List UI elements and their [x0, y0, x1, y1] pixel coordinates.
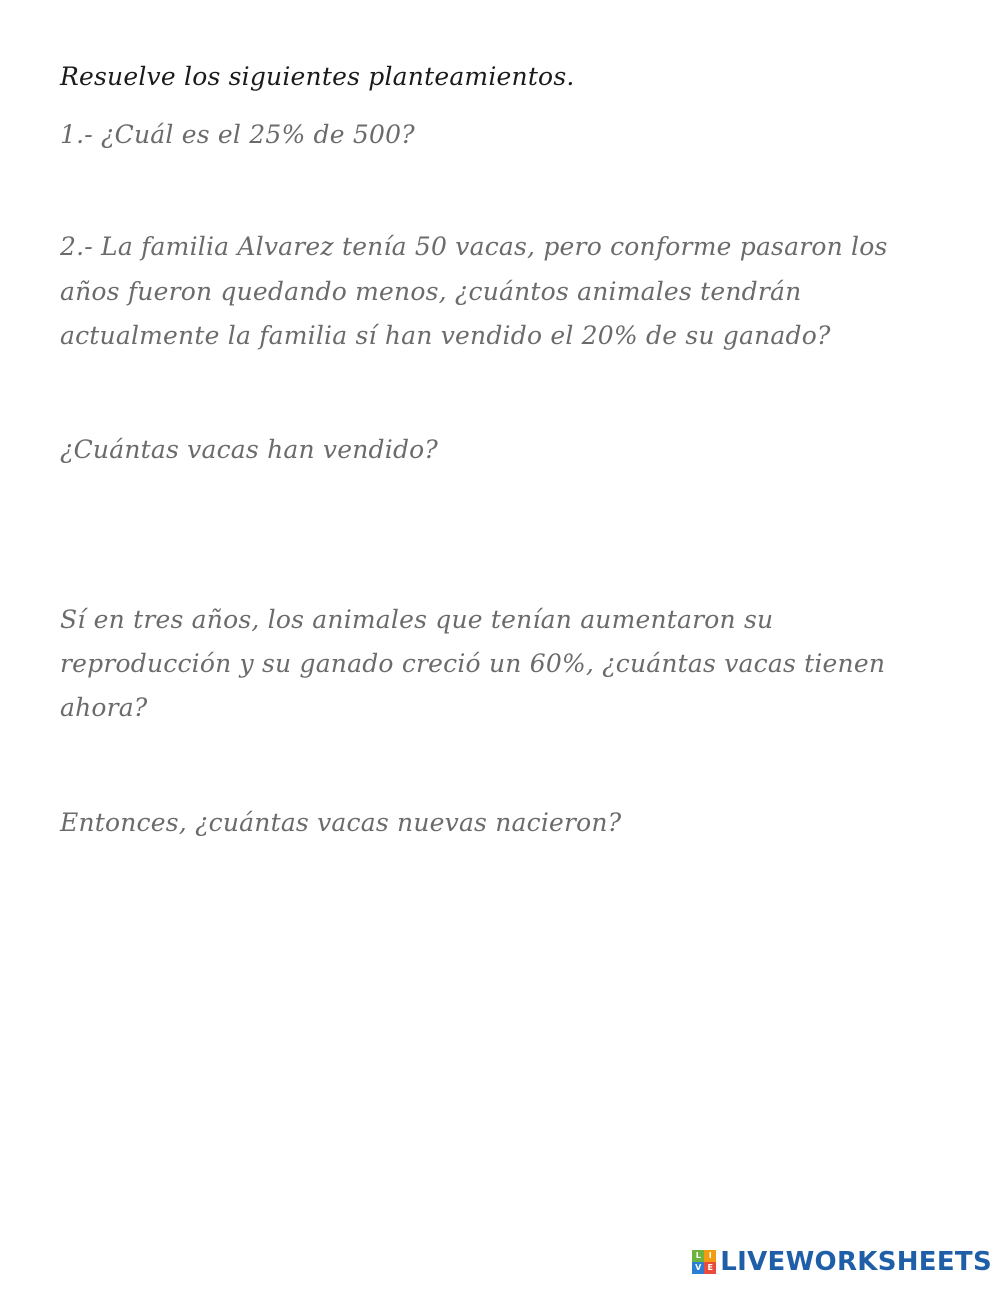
logo-tile-e: E: [704, 1262, 716, 1274]
question-4-line-3: ahora?: [60, 693, 148, 722]
liveworksheets-logo-text: LIVEWORKSHEETS: [720, 1247, 992, 1277]
question-3: ¿Cuántas vacas han vendido?: [60, 435, 439, 464]
liveworksheets-logo-icon: [692, 1250, 716, 1274]
question-2-line-3: actualmente la familia sí han vendido el 20% de su ganado?: [60, 321, 831, 350]
worksheet-title: Resuelve los siguientes planteamientos.: [60, 62, 575, 91]
question-2-line-1: 2.- La familia Alvarez tenía 50 vacas, pero conforme pasaron los: [60, 232, 888, 261]
question-5: Entonces, ¿cuántas vacas nuevas nacieron?: [60, 808, 622, 837]
question-2-line-2: años fueron quedando menos, ¿cuántos animales tendrán: [60, 277, 802, 306]
liveworksheets-logo[interactable]: [692, 1247, 992, 1277]
question-4-line-1: Sí en tres años, los animales que tenían aumentaron su: [60, 605, 774, 634]
question-4-line-2: reproducción y su ganado creció un 60%, ¿cuántas vacas tienen: [60, 649, 886, 678]
logo-tile-v: V: [692, 1262, 704, 1274]
logo-tile-i: I: [704, 1250, 716, 1262]
question-1: 1.- ¿Cuál es el 25% de 500?: [60, 120, 415, 149]
logo-tile-l: L: [692, 1250, 704, 1262]
